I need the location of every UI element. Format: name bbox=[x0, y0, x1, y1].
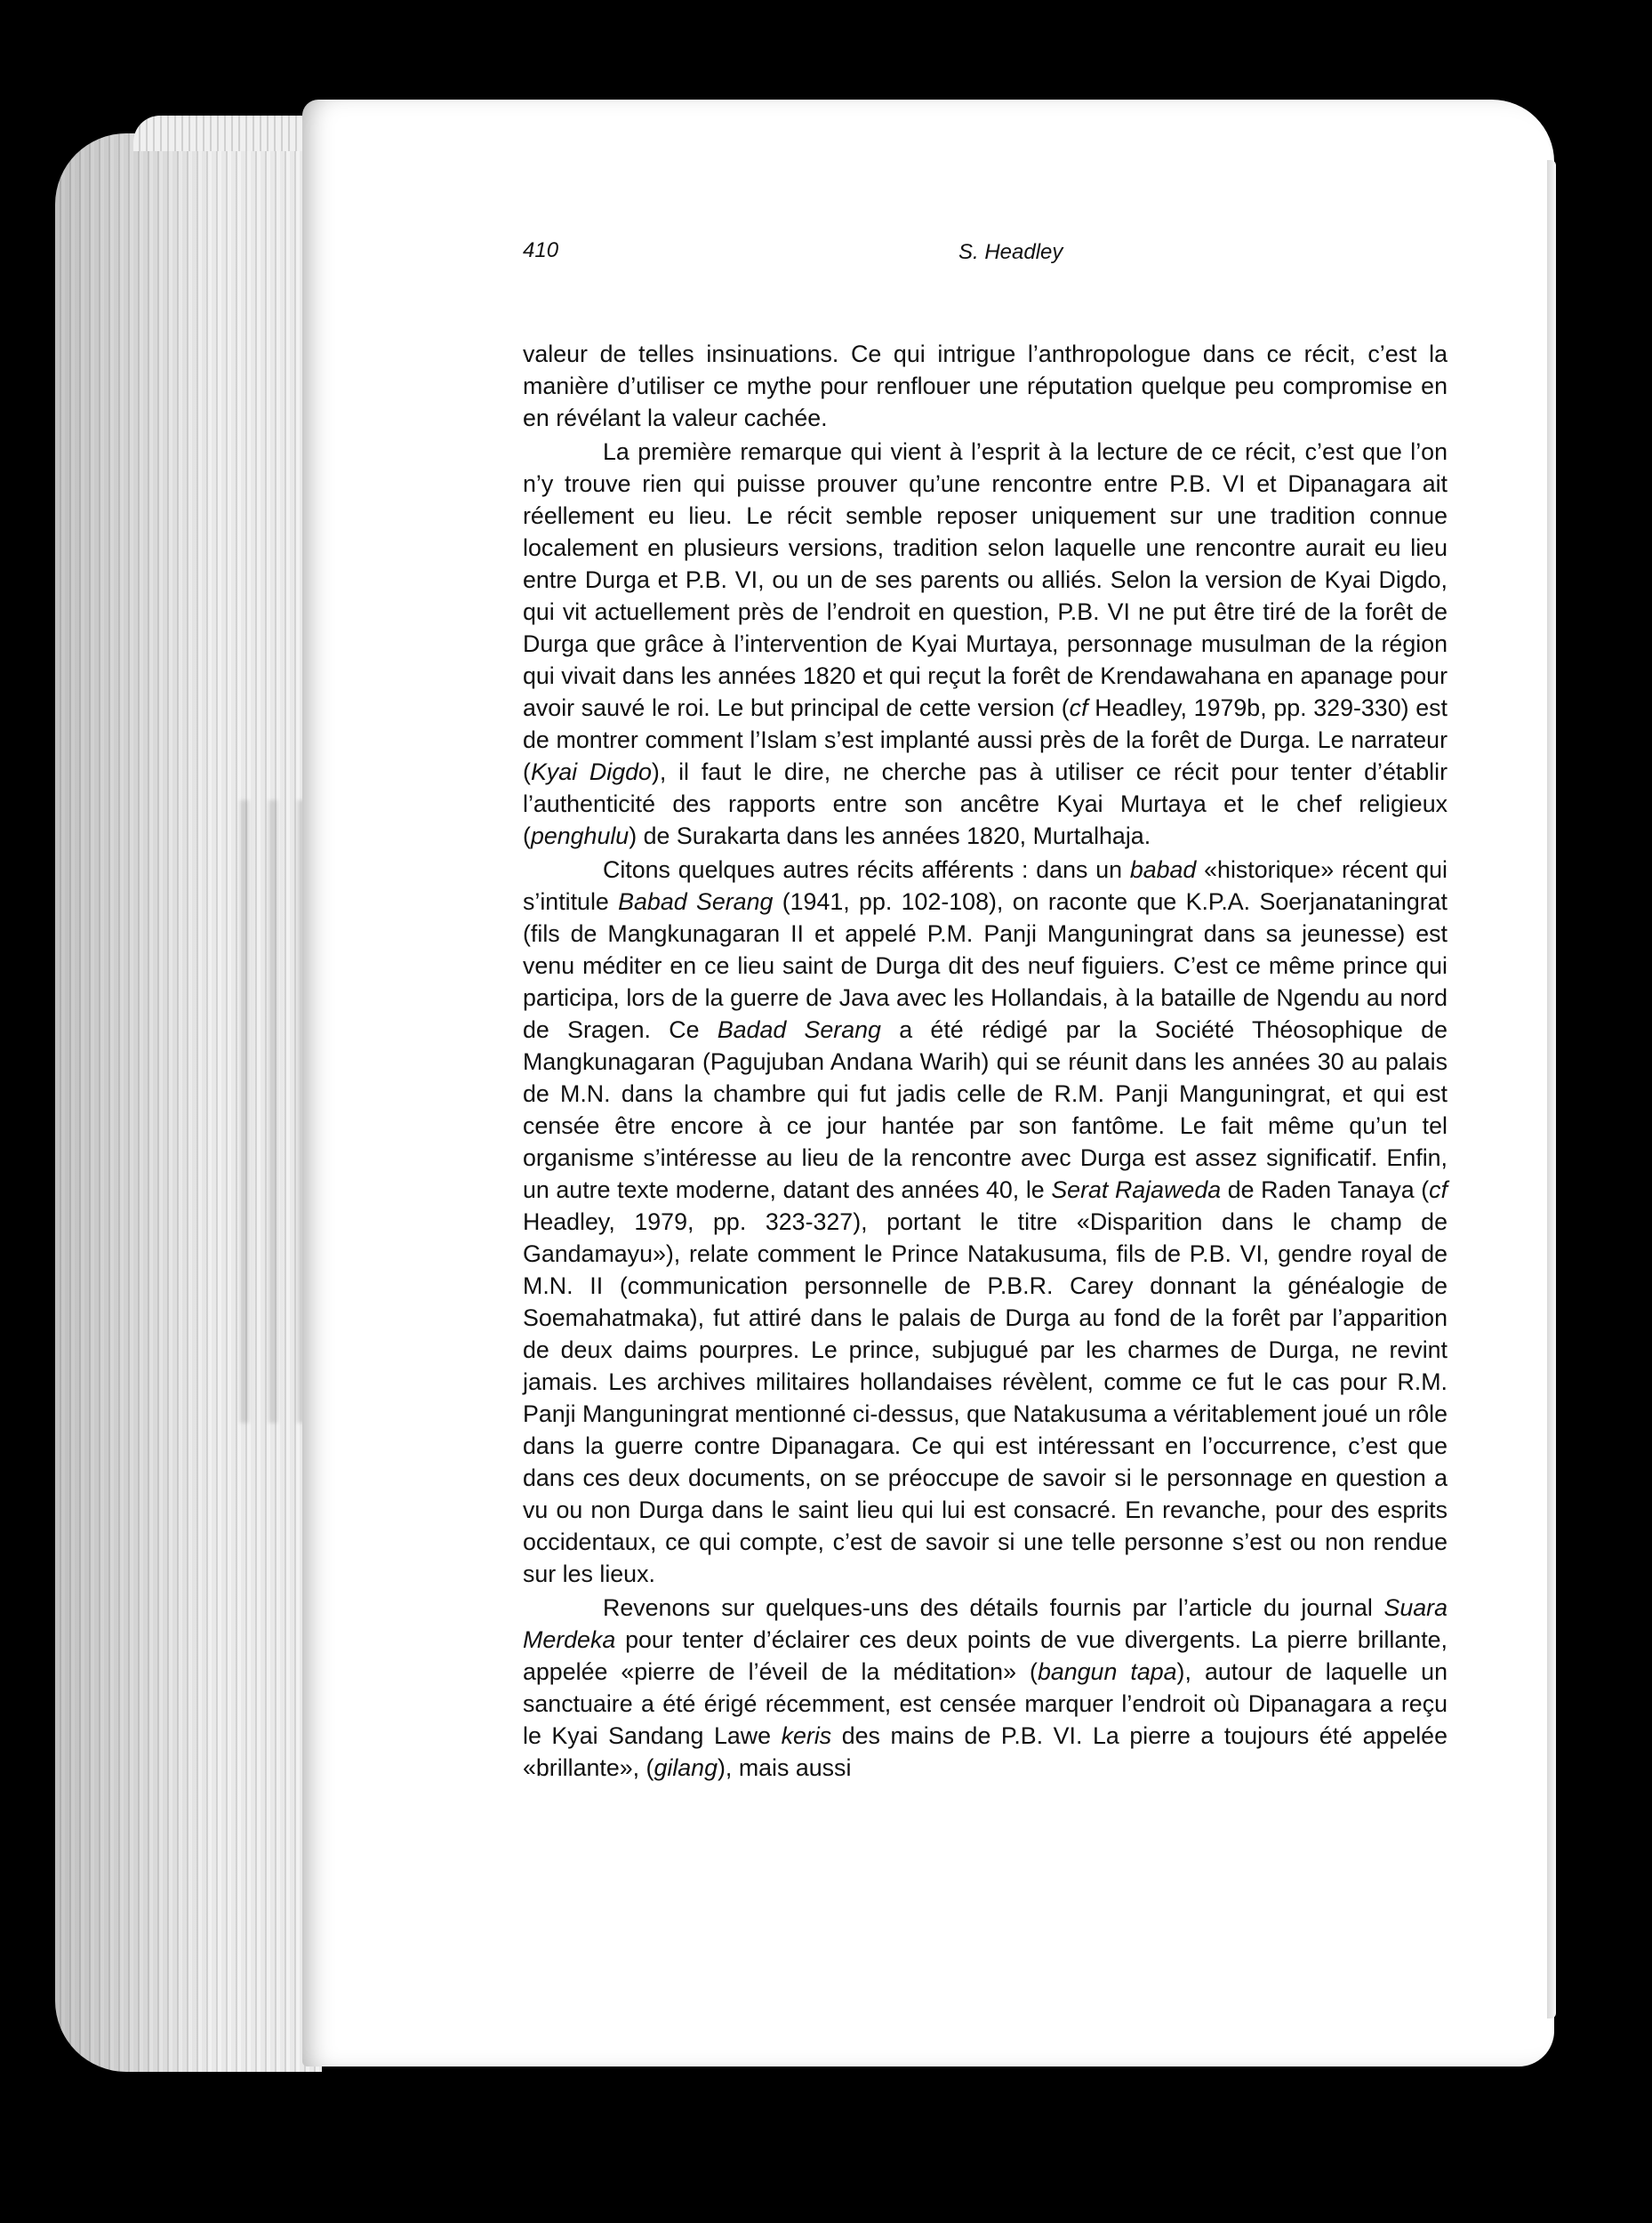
paragraph bbox=[523, 854, 1448, 1590]
italic-term: Kyai Digdo bbox=[530, 758, 652, 785]
paragraph bbox=[523, 1592, 1448, 1784]
italic-term: Serat Rajaweda bbox=[1051, 1176, 1222, 1203]
text-run: pour tenter d’éclairer ces deux points de vue divergents. La pierre brillante, appelée «pierre de l’éveil de la méditation» ( bbox=[523, 1626, 1448, 1685]
page-right-edge bbox=[1547, 160, 1556, 2018]
italic-term: Suara Merdeka bbox=[523, 1594, 1448, 1653]
text-run: valeur de telles insinuations. Ce qui intrigue l’anthropologue dans ce récit, c’est la manière d’utiliser ce mythe pour renflouer une réputation quelque peu compromise en en révélant la valeur cachée. bbox=[523, 341, 1448, 431]
italic-term: bangun tapa bbox=[1037, 1658, 1177, 1685]
text-run: de Raden Tanaya ( bbox=[1221, 1176, 1430, 1203]
italic-term: keris bbox=[781, 1722, 832, 1749]
text-run: La première remarque qui vient à l’esprit à la lecture de ce récit, c’est que l’on n’y trouve rien qui puisse prouver qu’une rencontre entre P.B. VI et Dipanagara ait réellement eu lieu. Le récit semble reposer uniquement sur une tradition connue localement en plusieurs versions, tradition selon laquelle une rencontre aurait eu lieu entre Durga et P.B. VI, ou un de ses parents ou alliés. Selon la version de Kyai Digdo, qui vit actuellement près de l’endroit en question, P.B. VI ne put être tiré de la forêt de Durga que grâce à l’intervention de Kyai Murtaya, personnage musulman de la région qui vivait dans les années 1820 et qui reçut la forêt de Krendawahana en apanage pour avoir sauvé le roi. Le but principal de cette version ( bbox=[523, 438, 1448, 721]
body-text bbox=[523, 338, 1448, 1784]
italic-term: penghulu bbox=[530, 823, 630, 849]
text-run: Headley, 1979b, pp. 329-330) est de montrer comment l’Islam s’est implanté aussi près de la forêt de Durga. Le narrateur ( bbox=[523, 694, 1448, 785]
page-number: 410 bbox=[523, 238, 559, 262]
italic-term: Badad Serang bbox=[717, 1016, 881, 1043]
text-run: Citons quelques autres récits afférents : dans un bbox=[603, 856, 1130, 883]
text-run: ), il faut le dire, ne cherche pas à utiliser ce récit pour tenter d’établir l’authenticité des rapports entre son ancêtre Kyai Murtaya et le chef religieux ( bbox=[523, 758, 1448, 849]
text-run: Revenons sur quelques-uns des détails fournis par l’article du journal bbox=[603, 1594, 1384, 1621]
paragraph bbox=[523, 436, 1448, 852]
italic-term: gilang bbox=[654, 1754, 718, 1781]
italic-term: Babad Serang bbox=[618, 888, 774, 915]
text-run: des mains de P.B. VI. La pierre a toujours été appelée «brillante», ( bbox=[523, 1722, 1448, 1781]
running-head: S. Headley bbox=[958, 240, 1063, 264]
book-top-edge bbox=[133, 116, 329, 151]
italic-term: babad bbox=[1129, 856, 1197, 883]
text-run: a été rédigé par la Société Théosophique de Mangkunagaran (Pagujuban Andana Warih) qui se réunit dans les années 30 au palais de M.N. dans la chambre qui fut jadis celle de R.M. Panji Manguningrat, et qui est censée être encore à ce jour hantée par son fantôme. Le fait même qu’un tel organisme s’intéresse au lieu de la rencontre avec Durga est assez significatif. Enfin, un autre texte moderne, datant des années 40, le bbox=[523, 1016, 1448, 1203]
italic-term: cf bbox=[1069, 694, 1088, 721]
text-run: Headley, 1979, pp. 323-327), portant le titre «Disparition dans le champ de Gandamayu»), relate comment le Prince Natakusuma, fils de P.B. VI, gendre royal de M.N. II (communication personnelle de P.B.R. Carey donnant la généalogie de Soemahatmaka), fut attiré dans le palais de Durga au fond de la forêt par l’apparition de deux daims pourpres. Le prince, subjugué par les charmes de Durga, ne revint jamais. Les archives militaires hollandaises révèlent, comme ce fut le cas pour R.M. Panji Manguningrat mentionné ci-dessus, que Natakusuma a véritablement joué un rôle dans la guerre contre Dipanagara. Ce qui est intéressant en l’occurrence, c’est que dans ces deux documents, on se préoccupe de savoir si le personnage en question a vu ou non Durga dans le saint lieu qui lui est consacré. En revanche, pour des esprits occidentaux, ce qui compte, c’est de savoir si une telle personne s’est ou non rendue sur les lieux. bbox=[523, 1208, 1448, 1587]
text-run: ), mais aussi bbox=[718, 1754, 852, 1781]
paragraph bbox=[523, 338, 1448, 434]
text-run: «historique» récent qui s’intitule bbox=[523, 856, 1448, 915]
italic-term: cf bbox=[1429, 1176, 1448, 1203]
text-run: (1941, pp. 102-108), on raconte que K.P.A. Soerjanataningrat (fils de Mangkunagaran II et appelé P.M. Panji Manguningrat dans sa jeunesse) est venu méditer en ce lieu saint de Durga dit des neuf figuiers. C’est ce même prince qui participa, lors de la guerre de Java avec les Hollandais, à la bataille de Ngendu au nord de Sragen. Ce bbox=[523, 888, 1448, 1043]
text-run: ) de Surakarta dans les années 1820, Murtalhaja. bbox=[629, 823, 1151, 849]
text-run: ), autour de laquelle un sanctuaire a été érigé récemment, est censée marquer l’endroit où Dipanagara a reçu le Kyai Sandang Lawe bbox=[523, 1658, 1448, 1749]
page-header bbox=[523, 238, 1110, 270]
